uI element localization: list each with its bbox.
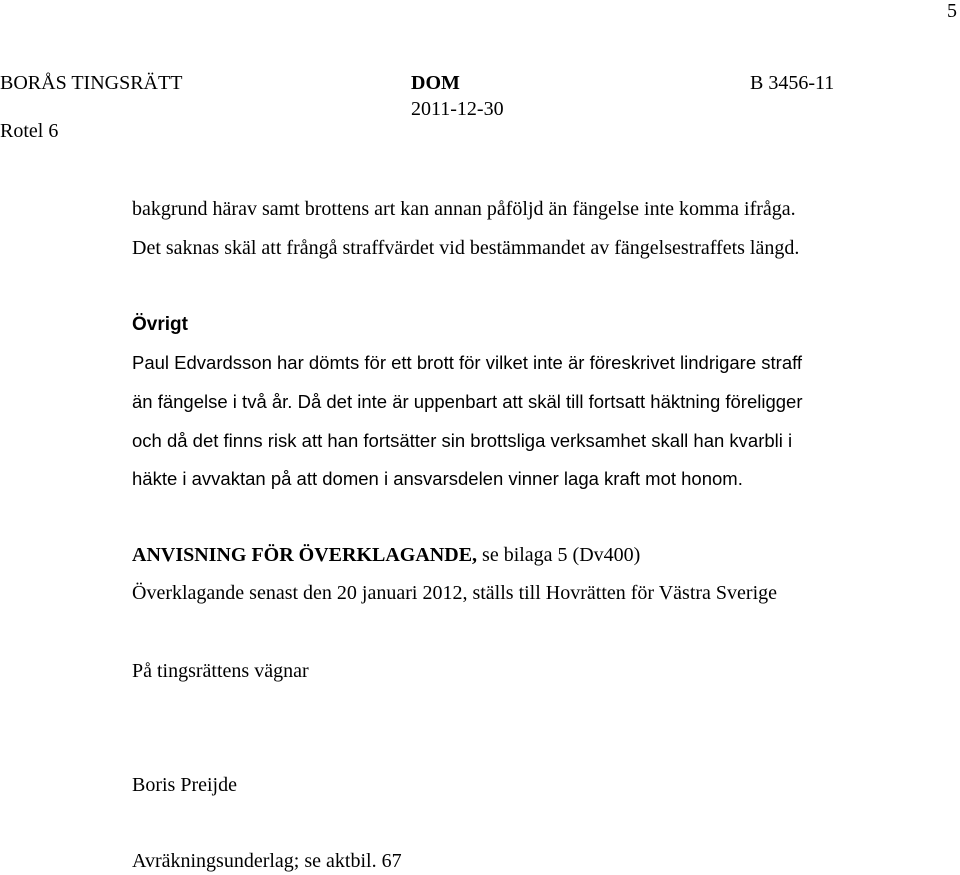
section-heading-ovrigt: Övrigt xyxy=(132,314,188,335)
appeal-instruction xyxy=(132,544,640,566)
signature-on-behalf: På tingsrättens vägnar xyxy=(132,660,309,682)
document-type: DOM xyxy=(411,72,460,94)
signature-name: Boris Preijde xyxy=(132,774,237,796)
footer-note: Avräkningsunderlag; se aktbil. 67 xyxy=(132,850,402,872)
appeal-heading-suffix: se bilaga 5 (Dv400) xyxy=(477,544,641,566)
appeal-deadline: Överklagande senast den 20 januari 2012, ställs till Hovrätten för Västra Sverige xyxy=(132,582,778,604)
court-name: BORÅS TINGSRÄTT xyxy=(0,72,183,94)
intro-line-1: bakgrund härav samt brottens art kan annan påföljd än fängelse inte komma ifråga. xyxy=(132,198,796,220)
department: Rotel 6 xyxy=(0,120,59,142)
ovrigt-line-2: än fängelse i två år. Då det inte är uppenbart att skäl till fortsatt häktning föreligger xyxy=(132,391,803,412)
intro-line-2: Det saknas skäl att frångå straffvärdet vid bestämmandet av fängelsestraffets längd. xyxy=(132,237,800,259)
ovrigt-line-1: Paul Edvardsson har dömts för ett brott för vilket inte är föreskrivet lindrigare straff xyxy=(132,352,803,373)
ovrigt-line-4: häkte i avvaktan på att domen i ansvarsdelen vinner laga kraft mot honom. xyxy=(132,468,743,489)
page-number: 5 xyxy=(947,0,957,22)
document-date: 2011-12-30 xyxy=(411,98,504,120)
ovrigt-line-3: och då det finns risk att han fortsätter sin brottsliga verksamhet skall han kvarbli i xyxy=(132,430,793,451)
case-number: B 3456-11 xyxy=(750,72,835,94)
appeal-heading: ANVISNING FÖR ÖVERKLAGANDE, xyxy=(132,544,478,566)
